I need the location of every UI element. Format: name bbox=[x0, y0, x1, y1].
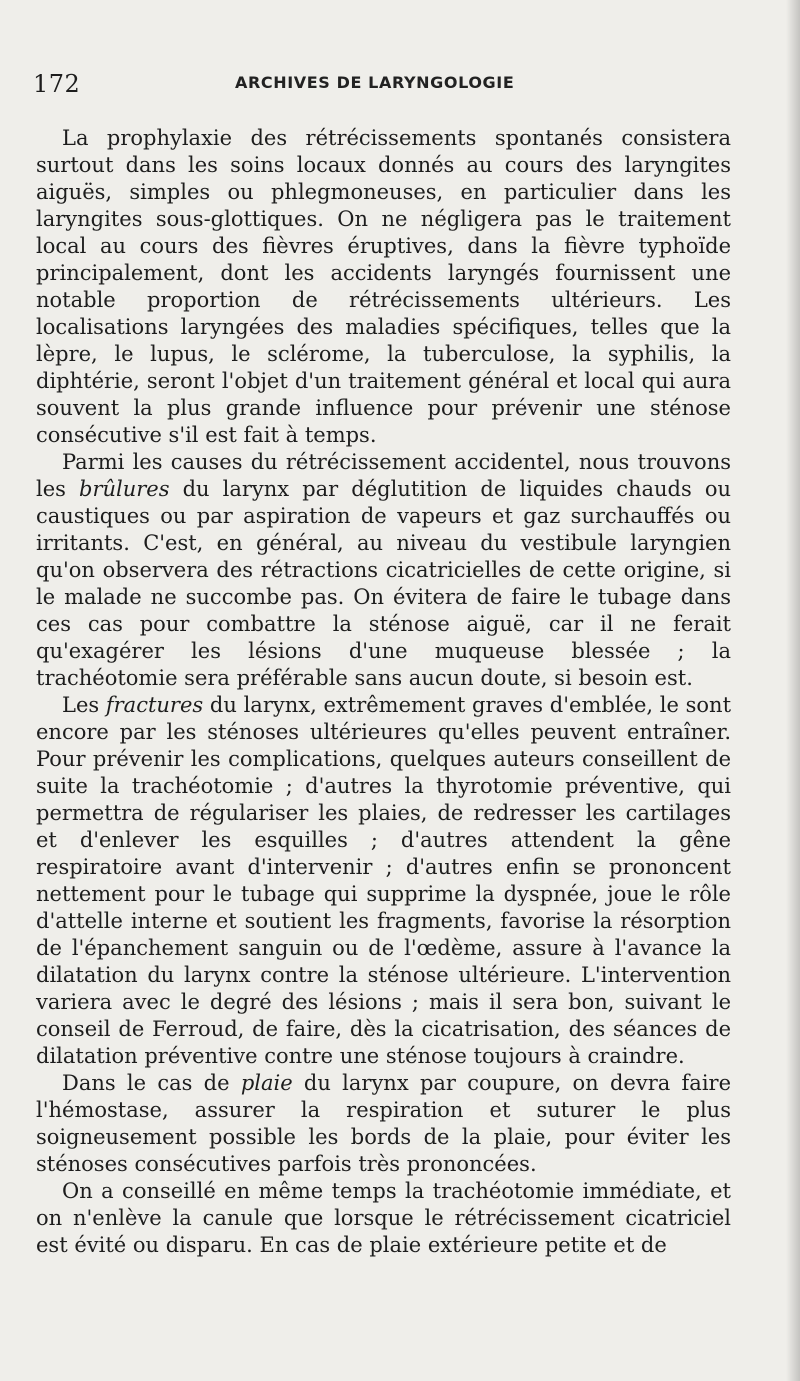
page-edge-shadow bbox=[786, 0, 800, 1381]
paragraph-fractures bbox=[36, 692, 731, 1070]
paragraph-text: Les bbox=[62, 693, 106, 717]
page-number: 172 bbox=[33, 70, 81, 98]
running-title: ARCHIVES DE LARYNGOLOGIE bbox=[235, 73, 515, 92]
emphasis-term: fractures bbox=[105, 693, 204, 717]
paragraph-text: Parmi les causes du rétrécissement accidentel, nous trouvons les bbox=[36, 450, 731, 501]
paragraph-text: du larynx, extrêmement graves d'emblée, le sont encore par les sténoses ultérieures qu'elles peuvent entraîner. Pour prévenir les complications, quelques auteurs conseillent de suite la trachéotomie ; d'autres la thyrotomie préventive, qui permettra de régulariser les plaies, de redresser les cartilages et d'enlever les esquilles ; d'autres attendent la gêne respiratoire avant d'intervenir ; d'autres enfin se prononcent nettement pour le tubage qui supprime la dyspnée, joue le rôle d'attelle interne et soutient les fragments, favorise la résorption de l'épanchement sanguin ou de l'œdème, assure à l'avance la dilatation du larynx contre la sténose ultérieure. L'intervention variera avec le degré des lésions ; mais il sera bon, suivant le conseil de Ferroud, de faire, dès la cicatrisation, des séances de dilatation préventive contre une sténose toujours à craindre. bbox=[36, 693, 732, 1068]
body-text bbox=[36, 125, 731, 1259]
paragraph-plaie bbox=[36, 1070, 731, 1178]
paragraph-text: du larynx par déglutition de liquides chauds ou caustiques ou par aspiration de vapeurs et gaz surchauffés ou irritants. C'est, en général, au niveau du vestibule laryngien qu'on observera des rétractions cicatricielles de cette origine, si le malade ne succombe pas. On évitera de faire le tubage dans ces cas pour combattre la sténose aiguë, car il ne ferait qu'exagérer les lésions d'une muqueuse blessée ; la trachéotomie sera préférable sans aucun doute, si besoin est. bbox=[36, 477, 731, 690]
paragraph-tracheotomie: On a conseillé en même temps la trachéotomie immédiate, et on n'enlève la canule que lorsque le rétrécissement cicatriciel est évité ou disparu. En cas de plaie extérieure petite et de bbox=[36, 1179, 731, 1257]
paragraph-prophylaxie: La prophylaxie des rétrécissements spontanés consistera surtout dans les soins locaux donnés au cours des laryngites aiguës, simples ou phlegmoneuses, en particulier dans les laryngites sous-glottiques. On ne négligera pas le traitement local au cours des fièvres éruptives, dans la fièvre typhoïde principalement, dont les accidents laryngés fournissent une notable proportion de rétrécissements ultérieurs. Les localisations laryngées des maladies spécifiques, telles que la lèpre, le lupus, le sclérome, la tuberculose, la syphilis, la diphtérie, seront l'objet d'un traitement général et local qui aura souvent la plus grande influence pour prévenir une sténose consécutive s'il est fait à temps. bbox=[36, 126, 731, 447]
paragraph-brulures bbox=[36, 449, 731, 692]
paragraph-text: Dans le cas de bbox=[62, 1071, 241, 1095]
emphasis-term: plaie bbox=[240, 1071, 293, 1095]
emphasis-term: brûlures bbox=[79, 477, 170, 501]
paragraph-text: du larynx par coupure, on devra faire l'hémostase, assurer la respiration et suturer le plus soigneusement possible les bords de la plaie, pour éviter les sténoses consécutives parfois très prononcées. bbox=[36, 1071, 732, 1176]
